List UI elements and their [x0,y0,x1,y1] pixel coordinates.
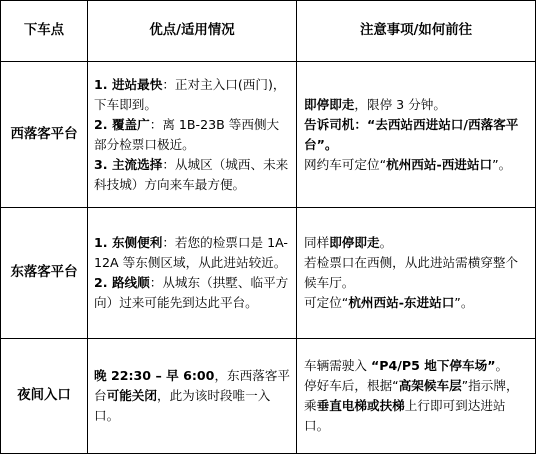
note-line: 若检票口在西侧，从此进站需横穿整个候车厅。 [304,255,519,290]
note-line: 同样即停即走。 [304,235,393,250]
advantages-cell [88,339,297,454]
header-row [1,1,536,62]
advantages-cell [88,208,297,339]
table-row [1,339,536,454]
advantage-item: 3. 主流选择：从城区（城西、未来科技城）方向来车最方便。 [94,156,289,192]
place-cell: 夜间入口 [1,339,88,454]
notes-cell [297,339,536,454]
place-cell: 西落客平台 [1,62,88,208]
place-cell: 东落客平台 [1,208,88,339]
header-notes: 注意事项/如何前往 [297,1,536,62]
advantage-item: 1. 进站最快：正对主入口(西门)，下车即到。 [94,76,286,112]
note-line: 可定位“杭州西站-东进站口”。 [304,295,474,310]
note-line: 停好车后，根据“高架候车层”指示牌，乘垂直电梯或扶梯上行即可到达进站口。 [304,378,519,433]
advantage-item: 晚 22:30 – 早 6:00，东西落客平台可能关闭，此为该时段唯一入口。 [94,368,290,423]
table-row [1,62,536,208]
note-line: 即停即走，限停 3 分钟。 [304,96,446,112]
advantage-item: 2. 路线顺：从城东（拱墅、临平方向）过来可能先到达此平台。 [94,275,289,310]
advantage-item: 1. 东侧便利：若您的检票口是 1A-12A 等东侧区域，从此进站较近。 [94,235,288,270]
header-place: 下车点 [1,1,88,62]
table-row [1,208,536,339]
notes-cell [297,208,536,339]
notes-cell [297,62,536,208]
header-advantages: 优点/适用情况 [88,1,297,62]
advantage-item: 2. 覆盖广：离 1B-23B 等西侧大部分检票口极近。 [94,116,280,152]
advantages-cell [88,62,297,208]
note-line: 告诉司机：“去西站西进站口/西落客平台”。 [304,116,519,152]
note-line: 车辆需驶入 “P4/P5 地下停车场”。 [304,358,509,373]
note-line: 网约车可定位“杭州西站-西进站口”。 [304,156,512,172]
